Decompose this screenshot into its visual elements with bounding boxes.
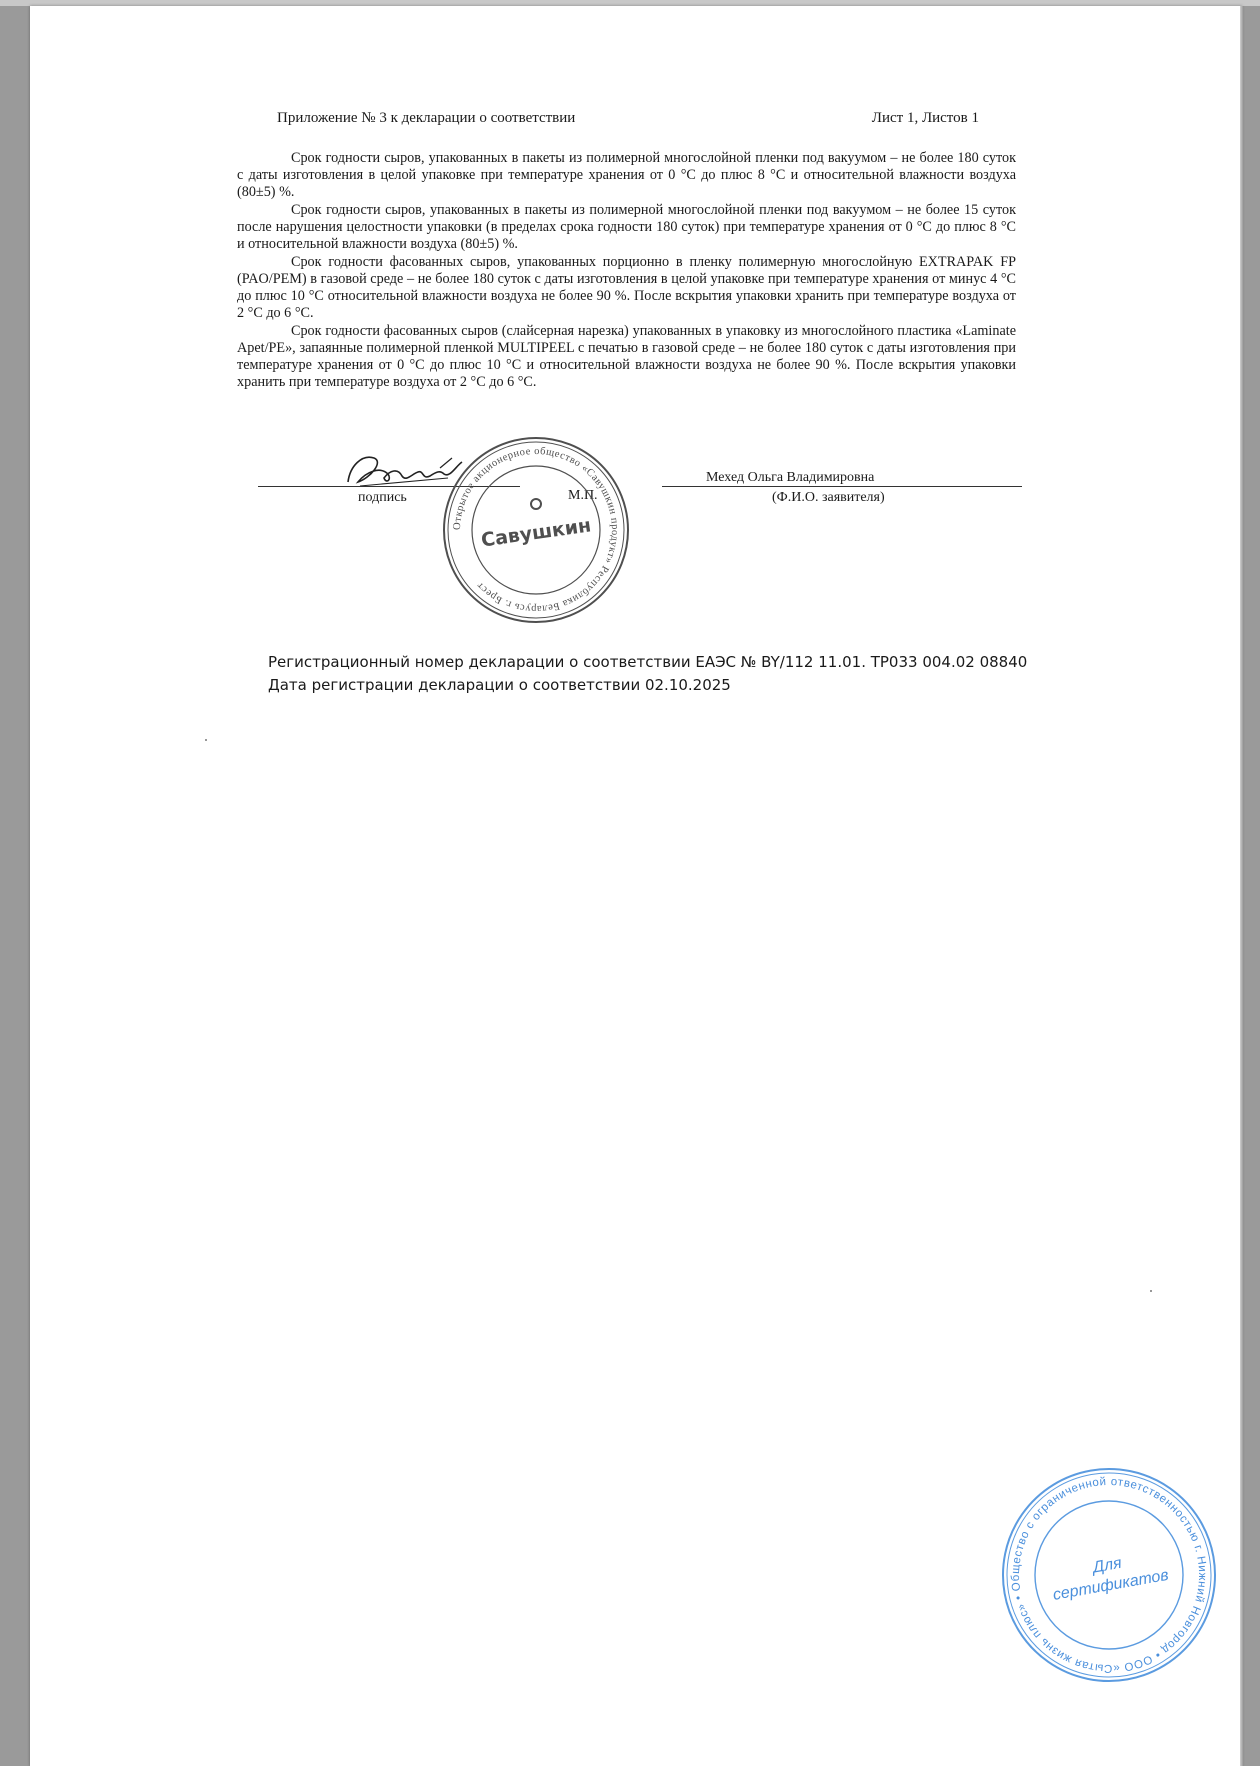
seal-place-label: М.П. [568,488,598,503]
paragraph-4: Срок годности фасованных сыров (слайсерная нарезка) упакованных в упаковку из многослойного пластика «Laminate Apet/PE», запаянные полимерной пленкой MULTIPEEL с печатью в газовой среде – не более 180 суток с даты изготовления при температуре хранения от 0 °С до плюс 10 °С и относительной влажности воздуха не более 90 %. После вскрытия упаковки хранить при температуре воздуха от 2 °С до 6 °С. [237,323,1016,390]
company-seal-brand: Савушкин [479,514,593,552]
company-seal-ring-text: Открытое акционерное общество «Савушкин продукт» Республика Беларусь г. Брест [451,445,621,615]
appendix-title: Приложение № 3 к декларации о соответствии [277,110,576,126]
registration-info [268,651,1027,697]
applicant-name: Мехед Ольга Владимировна [706,470,875,485]
paragraph-1: Срок годности сыров, упакованных в пакеты из полимерной многослойной пленки под вакуумом – не более 180 суток с даты изготовления в целой упаковке при температуре хранения от 0 °С до плюс 8 °С и относительной влажности воздуха (80±5) %. [237,150,1016,200]
scan-speck [205,739,207,741]
scan-speck [1150,1290,1152,1292]
applicant-name-label: (Ф.И.О. заявителя) [772,490,885,505]
page-header [277,110,979,130]
certificates-seal-ring-text: Общество с ограниченной ответственностью г. Нижний Новгород • ООО «Сытая жизнь плюс» • [1009,1475,1209,1675]
company-seal [438,432,634,628]
signature-label: подпись [358,490,407,505]
name-line [662,486,1022,487]
certificates-seal [998,1464,1220,1686]
paragraph-3: Срок годности фасованных сыров, упакованных порционно в пленку полимерную многослойную EXTRAPAK FP (PAO/PEM) в газовой среде – не более 180 суток с даты изготовления в целой упаковке при температуре хранения от минус 4 °С до плюс 10 °С относительной влажности воздуха не более 90 %. После вскрытия упаковки хранить при температуре воздуха от 2 °С до 6 °С. [237,254,1016,321]
body-text [237,150,1016,392]
signature-block [258,448,1018,508]
registration-date: Дата регистрации декларации о соответствии 02.10.2025 [268,676,731,694]
sheet-number: Лист 1, Листов 1 [871,110,979,126]
registration-number: Регистрационный номер декларации о соответствии ЕАЭС № BY/112 11.01. ТР033 004.02 08840 [268,653,1028,671]
certificates-seal-center: Для сертификатов [1051,1554,1170,1604]
paragraph-2: Срок годности сыров, упакованных в пакеты из полимерной многослойной пленки под вакуумом – не более 15 суток после нарушения целостности упаковки (в пределах срока годности 180 суток) при температуре хранения от 0 °С до плюс 8 °С и относительной влажности воздуха (80±5) %. [237,202,1016,252]
